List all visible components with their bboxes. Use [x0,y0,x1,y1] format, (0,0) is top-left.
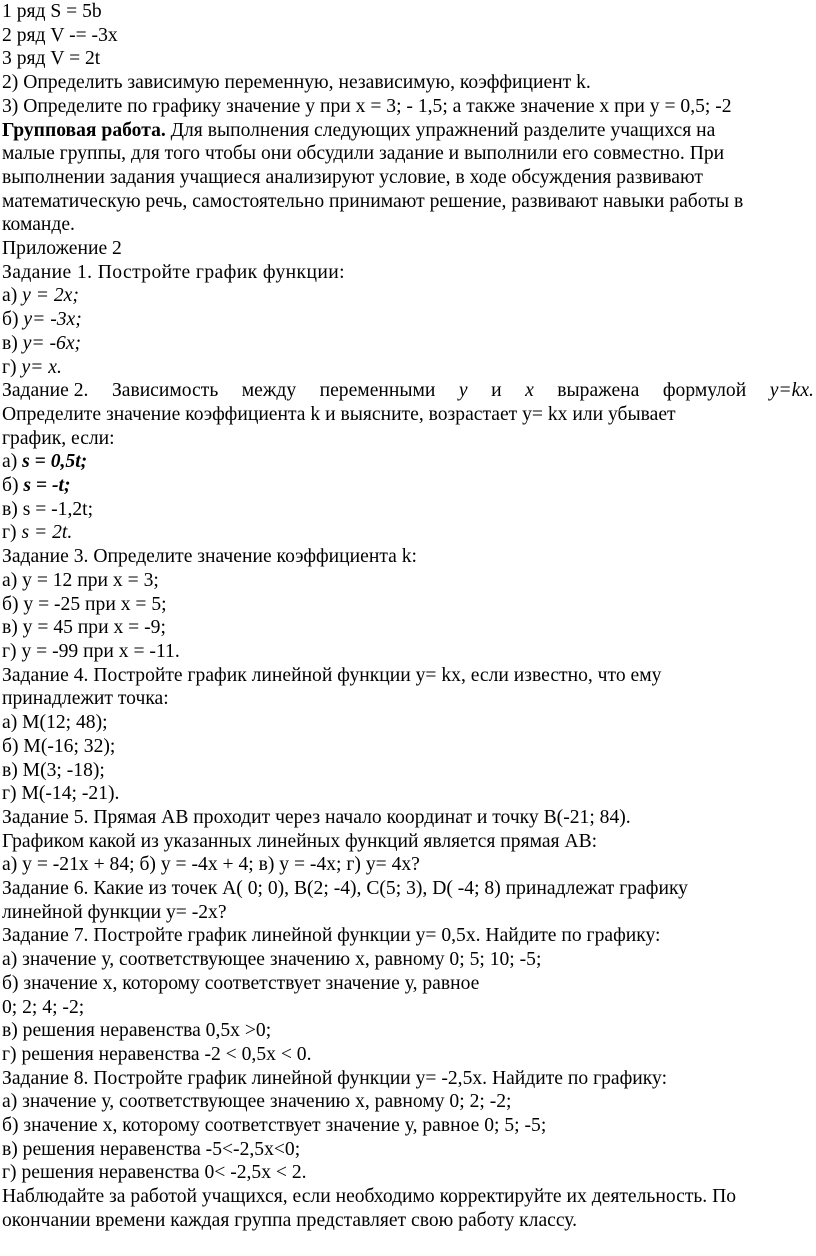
task-2-word: у=kх. [769,380,814,402]
appendix-title: Приложение 2 [2,238,122,260]
item-expression: у= -6х; [22,332,82,354]
item-label: в) [2,498,23,520]
task-2-word: Задание 2. [2,380,89,402]
task-6-line-2: линейной функции у= -2х? [2,901,227,923]
task-4-item-c: в) М(3; -18); [2,759,105,781]
task-2-item-c [2,498,814,522]
task-7-item-a: а) значение у, соответствующее значению х, равному 0; 5; 10; -5; [2,949,542,971]
task-1-title: Задание 1. Постройте график функции: [2,261,345,283]
task-2-item-b [2,474,814,498]
group-work-first-line-rest: Для выполнения следующих упражнений разделите учащихся на [165,119,716,141]
task-5-line-2: Графиком какой из указанных линейных функций является прямая АВ: [2,830,598,852]
task-3-item-a: а) у = 12 при х = 3; [2,569,159,591]
task-4-item-a: а) М(12; 48); [2,712,108,734]
task-2-item-a [2,450,814,474]
group-work-heading: Групповая работа. [2,119,166,141]
task-1-item-c [2,332,814,356]
task-8-item-b: б) значение х, которому соответствует значение у, равное 0; 5; -5; [2,1115,547,1137]
task-7-item-c: в) решения неравенства 0,5х >0; [2,1020,272,1042]
group-work-line: математическую речь, самостоятельно принимают решение, развивают навыки работы в [2,190,744,212]
task-2-word: выражена [557,380,640,402]
task-1-item-b [2,308,814,332]
task-2-word: х [525,380,534,402]
task-3-item-d: г) у = -99 при х = -11. [2,640,180,662]
task-1-item-a [2,284,814,308]
task-7-item-b-cont: 0; 2; 4; -2; [2,996,85,1018]
row-2-line: 2 ряд V -= -3x [2,24,118,46]
task-6-line-1: Задание 6. Какие из точек А( 0; 0), В(2; -4), С(5; 3), D( -4; 8) принадлежат графику [2,878,688,900]
item-label: а) [2,451,23,473]
task-8-item-a: а) значение у, соответствующее значению х, равному 0; 2; -2; [2,1091,512,1113]
task-2-word: формулой [662,380,747,402]
task-3-title: Задание 3. Определите значение коэффициента k: [2,546,417,568]
item-label: а) [2,285,23,307]
task-2-word: у [458,380,468,402]
task-2-line-1 [2,379,814,403]
task-1-item-d [2,356,814,380]
task-5-line-1: Задание 5. Прямая АВ проходит через начало координат и точку В(-21; 84). [2,806,631,828]
task-4-line-1: Задание 4. Постройте график линейной функции у= kх, если известно, что ему [2,664,662,686]
question-3-line: 3) Определите по графику значение у при х = 3; - 1,5; а также значение х при у = 0,5; -2 [2,95,732,117]
task-2-line-2: Определите значение коэффициента k и выясните, возрастает у= kх или убывает [2,403,676,425]
task-2-word: Зависимость [111,380,219,402]
item-label: б) [2,475,24,497]
group-work-line: команде. [2,214,75,236]
task-2-item-d [2,521,814,545]
item-expression: у= -3х; [23,309,82,331]
item-expression: s = 0,5t; [22,451,88,473]
task-2-word: между [241,380,297,402]
item-expression: у= х. [21,356,62,378]
item-label: г) [2,356,22,378]
group-work-first-line [2,119,814,143]
task-7-item-b: б) значение х, которому соответствует значение у, равное [2,972,480,994]
group-work-line: малые группы, для того чтобы они обсудили задание и выполнили его совместно. При [2,143,725,165]
item-expression: s = -1,2t; [22,498,94,520]
item-expression: s = 2t. [21,522,73,544]
task-2-line-3: график, если: [2,427,115,449]
item-label: б) [2,309,24,331]
task-5-line-3: а) у = -21х + 84; б) у = -4х + 4; в) у = -4х; г) у= 4х? [2,854,420,876]
task-8-item-c: в) решения неравенства -5<-2,5х<0; [2,1138,301,1160]
row-3-line: 3 ряд V = 2t [2,48,101,70]
item-expression: s = -t; [23,475,71,497]
task-8-item-d: г) решения неравенства 0< -2,5х < 2. [2,1162,307,1184]
task-3-item-b: б) у = -25 при х = 5; [2,593,167,615]
task-2-word: и [491,380,502,402]
task-3-item-c: в) у = 45 при х = -9; [2,617,166,639]
group-work-line: выполнении задания учащиеся анализируют условие, в ходе обсуждения развивают [2,166,703,188]
row-1-line: 1 ряд S = 5b [2,1,102,22]
item-label: в) [2,332,23,354]
task-7-item-d: г) решения неравенства -2 < 0,5х < 0. [2,1043,312,1065]
closing-line-1: Наблюдайте за работой учащихся, если необходимо корректируйте их деятельность. По [2,1186,737,1208]
task-8-line-1: Задание 8. Постройте график линейной функции у= -2,5х. Найдите по графику: [2,1067,668,1089]
task-4-item-b: б) М(-16; 32); [2,735,116,757]
task-7-line-1: Задание 7. Постройте график линейной функции у= 0,5х. Найдите по графику: [2,925,661,947]
closing-line-2: окончании времени каждая группа представляет свою работу классу. [2,1209,578,1231]
item-label: г) [2,522,22,544]
task-2-word: переменными [319,380,436,402]
question-2-line: 2) Определить зависимую переменную, независимую, коэффициент k. [2,72,591,94]
item-expression: у = 2х; [22,285,79,307]
task-4-item-d: г) М(-14; -21). [2,783,120,805]
task-4-line-2: принадлежит точка: [2,688,169,710]
